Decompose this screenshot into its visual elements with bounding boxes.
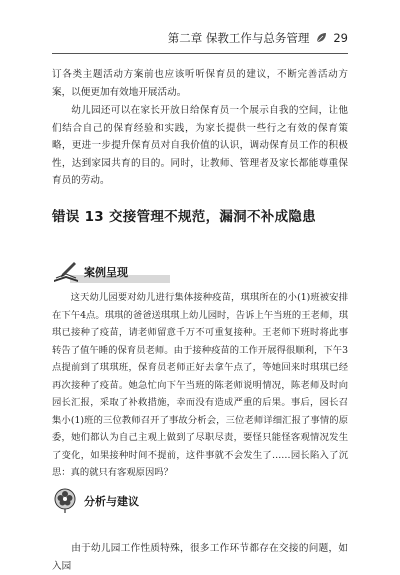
running-header xyxy=(168,30,348,46)
chapter-title: 第二章 保教工作与总务管理 xyxy=(167,31,310,45)
flower-badge-icon xyxy=(52,488,80,514)
leaf-icon xyxy=(315,32,327,44)
header-divider xyxy=(52,53,348,54)
intro-paragraph: 订各类主题活动方案前也应该听听保育员的建议，不断完善活动方案，以便更加有效地开展活动。 xyxy=(52,69,348,98)
page-number: 29 xyxy=(333,31,348,45)
case-heading xyxy=(52,259,128,285)
case-text: 这天幼儿园要对幼儿进行集体接种疫苗，琪琪所在的小(1)班被安排在下午4点。琪琪的爸爸送琪琪上幼儿园时，告诉上午当班的王老师，琪琪已接种了疫苗，请老师留意千万不可重复接种。王老师下班时将此事转告了值午睡的保育员老师。由于接种疫苗的工作开展得很顺利，下午3点提前到了琪琪班，保育员老师正好去拿午点了，等她回来时琪琪已经再次接种了疫苗。她急忙向下午当班的陈老师说明情况，陈老师及时向园长汇报，采取了补救措施，幸而没有造成严重的后果。事后，园长召集小(1)班的三位教师召开了事故分析会，三位老师详细汇报了事情的原委，她们都认为自己主观上做到了尽职尽责，要怪只能怪客观情况发生了变化，如果接种时间不提前，这件事就不会发生了……园长陷入了沉思：真的就只有客观原因吗？ xyxy=(52,292,348,478)
body-paragraph: 幼儿园还可以在家长开放日给保育员一个展示自我的空间，让他们结合自己的保育经验和实践，为家长提供一些行之有效的保育策略，更进一步提升保育员对自我价值的认识，调动保育员工作的积极性，达到家园共育的目的。同时，让教师、管理者及家长都能尊重保育员的劳动。 xyxy=(52,105,348,186)
case-heading-label: 案例呈现 xyxy=(84,266,128,279)
last-paragraph: 由于幼儿园工作性质特殊，很多工作环节都存在交接的问题，如入园 xyxy=(52,543,348,572)
analysis-heading xyxy=(52,488,139,514)
book-pen-icon xyxy=(52,260,80,284)
section-title: 错误 13 交接管理不规范，漏洞不补成隐患 xyxy=(52,209,316,225)
analysis-heading-label: 分析与建议 xyxy=(84,495,139,508)
